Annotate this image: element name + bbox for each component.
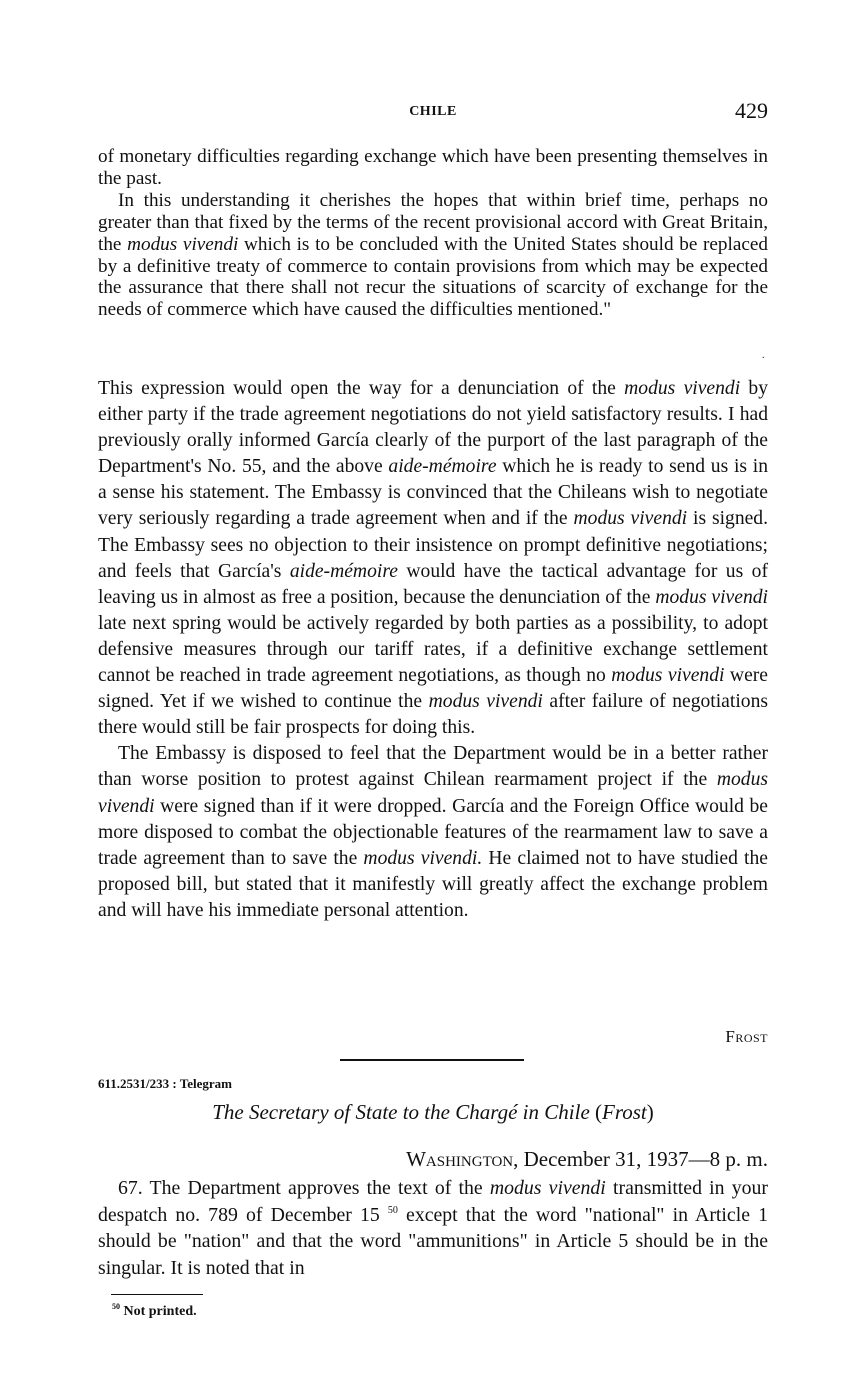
text-run: after failure of negotiations there would still be fair prospects for doing this. <box>98 691 768 739</box>
italic-run: modus vivendi <box>624 378 741 399</box>
text-run: would have the tactical advantage for us of leaving us in almost as free a position, because the denunciation of the <box>98 560 768 608</box>
italic-run: modus vivendi <box>127 233 239 255</box>
text-run: 67. The Department approves the text of the <box>118 1177 490 1199</box>
telegram-text <box>98 1175 768 1281</box>
text-run: The Embassy is disposed to feel that the Department would be in a better rather than worse position to protest against Chilean rearmament project if the <box>98 743 768 791</box>
page-number: 429 <box>735 98 768 123</box>
footnote-marker: 50 <box>112 1302 120 1311</box>
text-run: late next spring would be actively regarded by both parties as a possibility, to adopt defensive measures through our tariff rates, if a definitive exchange settlement cannot be reached in trade agreement negotiations, as though no <box>98 612 768 687</box>
dateline <box>406 1147 768 1172</box>
telegram-paragraph-1 <box>98 1175 768 1281</box>
italic-run: modus vivendi <box>573 508 688 530</box>
section-divider <box>340 1059 524 1061</box>
text-run: were signed than if it were dropped. García and the Foreign Office would be more disposed to combat the objectionable features of the rearmament law to save a trade agreement than to save the <box>98 795 768 869</box>
italic-run: modus vivendi. <box>363 847 483 869</box>
text-run: were signed. Yet if we wished to continue the <box>98 665 768 713</box>
italic-run: modus vivendi <box>655 586 768 608</box>
text-run: In this understanding it cherishes the hopes that within brief time, perhaps no greater than that fixed by the terms of the recent provisional accord with Great Britain, the <box>98 189 768 255</box>
body-paragraph-1 <box>98 376 768 741</box>
running-title: CHILE <box>409 104 457 119</box>
text-run: which he is ready to send us is in a sense his statement. The Embassy is convinced that the Chileans wish to negotiate very seriously regarding a trade agreement when and if the <box>98 456 768 530</box>
text-run: This expression would open the way for a denunciation of the <box>98 378 625 399</box>
signature: Frost <box>725 1027 768 1046</box>
dateline-date: , December 31, 1937—8 p. m. <box>513 1147 768 1171</box>
footnote-divider <box>111 1294 203 1295</box>
text-run: is signed. The Embassy sees no objection to their insistence on prompt definitive negotiations; and feels that García's <box>98 508 769 582</box>
italic-run: aide-mémoire <box>289 560 398 582</box>
running-head <box>98 98 768 126</box>
body-paragraph-2 <box>98 741 768 924</box>
title-text: The Secretary of State to the Chargé in Chile <box>212 1100 590 1124</box>
text-run: which is to be concluded with the United States should be replaced by a definitive treaty of commerce to contain provisions from which may be expected the assurance that there shall not recur the situations of scarcity of exchange for the needs of commerce which have caused the difficulties mentioned." <box>98 233 769 321</box>
text-run: by either party if the trade agreement negotiations do not yield satisfactory results. I had previously orally informed García clearly of the purport of the last paragraph of the Department's No. 55, and the above <box>98 378 768 478</box>
body-text <box>98 376 768 924</box>
text-run: except that the word "national" in Article 1 should be "nation" and that the word "ammunitions" in Article 5 should be in the singular. It is noted that in <box>98 1203 768 1279</box>
italic-run: modus vivendi <box>489 1177 606 1199</box>
italic-run: modus vivendi <box>98 769 768 817</box>
footnote <box>112 1304 197 1320</box>
italic-run: modus vivendi <box>611 665 725 687</box>
stray-dot: . <box>762 350 765 361</box>
text-run: transmitted in your despatch no. 789 of December 15 <box>98 1177 768 1226</box>
text-run: He claimed not to have studied the proposed bill, but stated that it manifestly will greatly affect the exchange problem and will have his immediate personal attention. <box>98 847 768 921</box>
document-title <box>98 1100 768 1125</box>
file-reference: 611.2531/233 : Telegram <box>98 1076 232 1091</box>
footnote-reference[interactable]: 50 <box>387 1204 398 1216</box>
quoted-memoire-text <box>98 146 768 321</box>
italic-run: modus vivendi <box>428 691 543 713</box>
title-paren-open: ( <box>589 1100 603 1124</box>
footnote-text: Not printed. <box>120 1304 197 1319</box>
dateline-city: Washington <box>406 1147 514 1171</box>
title-paren-close: ) <box>646 1100 654 1124</box>
quote-paragraph-2 <box>98 190 768 321</box>
italic-run: aide-mémoire <box>388 456 497 478</box>
title-recipient: Frost <box>602 1100 647 1124</box>
quote-paragraph-1: of monetary difficulties regarding exchange which have been presenting themselves in the past. <box>98 146 768 189</box>
